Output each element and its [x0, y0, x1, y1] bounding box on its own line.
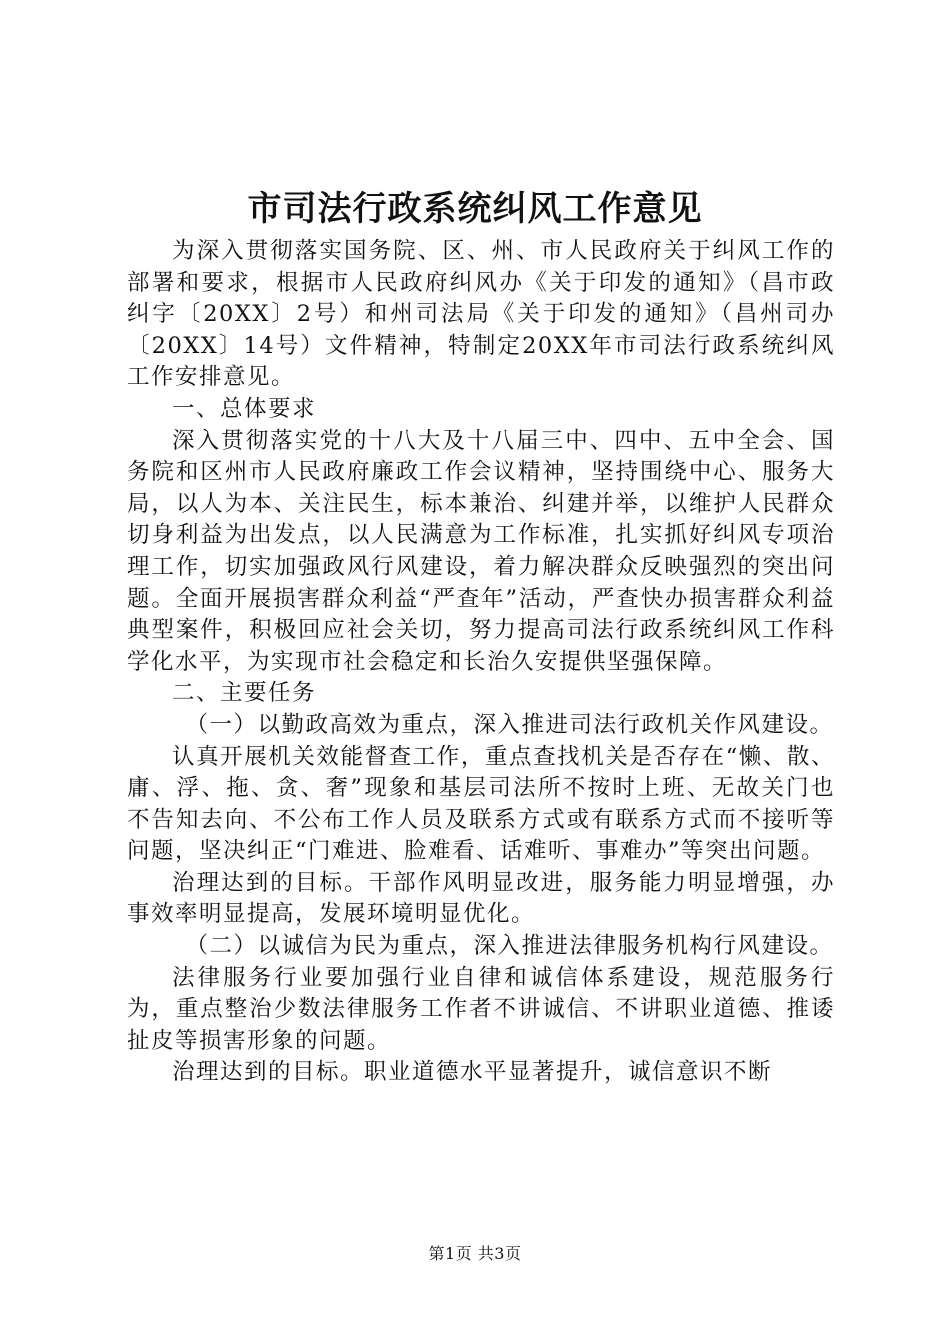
paragraph-task-2-goal: 治理达到的目标。职业道德水平显著提升，诚信意识不断 — [172, 1059, 773, 1086]
paragraph-task-2-content: 法律服务行业要加强行业自律和诚信体系建设，规范服务行为，重点整治少数法律服务工作者不讲诚信、不讲职业道德、推诿扯皮等损害形象的问题。 — [127, 964, 835, 1054]
subheading-task-1: （一）以勤政高效为重点，深入推进司法行政机关作风建设。 — [185, 711, 834, 738]
section-heading-main-tasks: 二、主要任务 — [172, 680, 317, 707]
document-title: 市司法行政系统纠风工作意见 — [247, 189, 703, 229]
paragraph-general-requirements: 深入贯彻落实党的十八大及十八届三中、四中、五中全会、国务院和区州市人民政府廉政工作会议精神，坚持围绕中心、服务大局，以人为本、关注民生，标本兼治、纠建并举，以维护人民群众切身利益为出发点，以人民满意为工作标准，扎实抓好纠风专项治理工作，切实加强政风行风建设，着力解决群众反映强烈的突出问题。全面开展损害群众利益“严查年”活动，严查快办损害群众利益典型案件，积极回应社会关切，努力提高司法行政系统纠风工作科学化水平，为实现市社会稳定和长治久安提供坚强保障。 — [127, 427, 835, 675]
section-heading-general-requirements: 一、总体要求 — [172, 395, 317, 422]
subheading-task-2: （二）以诚信为民为重点，深入推进法律服务机构行风建设。 — [185, 933, 834, 960]
paragraph-intro: 为深入贯彻落实国务院、区、州、市人民政府关于纠风工作的部署和要求，根据市人民政府纠风办《关于印发的通知》（昌市政纠字〔20XX〕2号）和州司法局《关于印发的通知》（昌州司办〔20XX〕14号）文件精神，特制定20XX年市司法行政系统纠风工作安排意见。 — [127, 238, 835, 391]
document-body — [127, 236, 835, 1089]
paragraph-task-1-content: 认真开展机关效能督查工作，重点查找机关是否存在“懒、散、庸、浮、拖、贪、奢”现象和基层司法所不按时上班、无故关门也不告知去向、不公布工作人员及联系方式或有联系方式而不接听等问题，坚决纠正“门难进、脸难看、话难听、事难办”等突出问题。 — [127, 743, 835, 865]
page-footer: 第1页 共3页 — [428, 1244, 522, 1263]
paragraph-task-1-goal: 治理达到的目标。干部作风明显改进，服务能力明显增强，办事效率明显提高，发展环境明显优化。 — [127, 869, 835, 928]
